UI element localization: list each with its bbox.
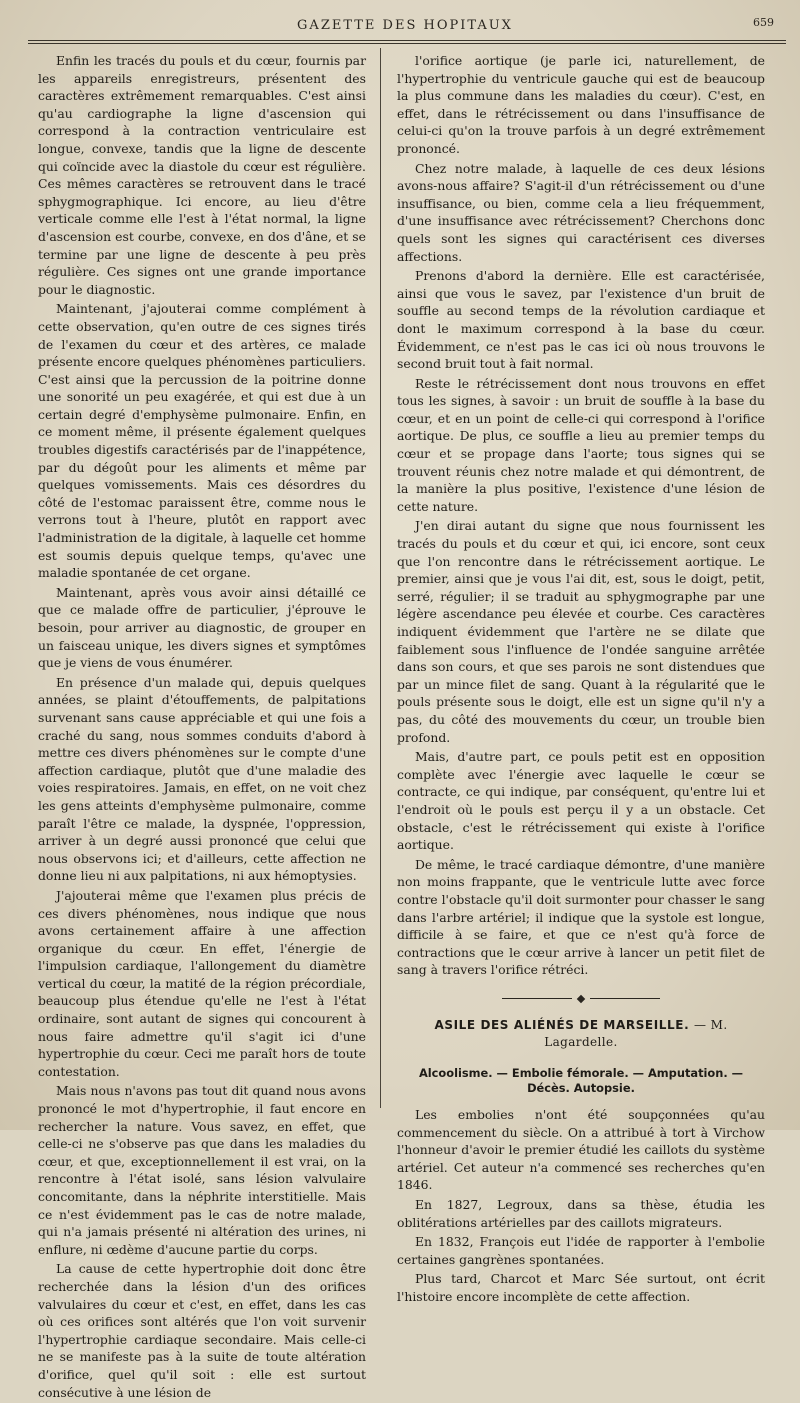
section-author: — M. Lagardelle.: [544, 1017, 728, 1050]
paragraph: Prenons d'abord la dernière. Elle est caractérisée, ainsi que vous le savez, par l'existence d'un bruit de souffle au second temps de la révolution cardiaque et dont le maximum correspond à la base du cœur. Évidemment, ce n'est pas le cas ici où nous trouvons le second bruit tout à fait normal.: [397, 268, 765, 372]
paragraph: La cause de cette hypertrophie doit donc être recherchée dans la lésion d'un des orifices valvulaires du cœur et c'est, en effet, dans les cas où ces orifices sont altérés que l'on voit survenir l'hypertrophie cardiaque secondaire. Mais celle-ci ne se manifeste pas à la suite de toute altération d'orifice, quel qu'il soit : elle est surtout consécutive à une lésion de: [38, 1261, 366, 1400]
paragraph: En 1832, François eut l'idée de rapporter à l'embolie certaines gangrènes spontanées.: [397, 1234, 765, 1267]
paragraph: l'orifice aortique (je parle ici, naturellement, de l'hypertrophie du ventricule gauche qui est de beaucoup la plus commune dans les maladies du cœur). C'est, en effet, dans le rétrécissement ou dans l'insuffisance de celui-ci qu'on la trouve parfois à un degré extrêmement prononcé.: [397, 53, 765, 156]
section-heading: [397, 1017, 765, 1052]
separator-line: [502, 998, 572, 999]
header-rule: [28, 40, 786, 44]
page-number: 659: [753, 16, 774, 29]
paragraph: J'en dirai autant du signe que nous fournissent les tracés du pouls et du cœur et qui, ici encore, sont ceux que l'on rencontre dans le rétrécissement aortique. Le premier, ainsi que je vous l'ai dit, est, sous le doigt, petit, serré, régulier; il se traduit au sphygmographe par une légère ascendance peu élevée et courbe. Ces caractères indiquent évidemment que l'artère ne se dilate que faiblement sous l'influence de l'ondée sanguine arrêtée dans son cours, et que ses parois ne sont distendues que par un mince filet de sang. Quant à la régularité que le pouls présente sous le doigt, elle est un signe qu'il n'y a pas, du côté des mouvements du cœur, un trouble bien profond.: [397, 518, 765, 745]
separator-line: [590, 998, 660, 999]
paragraph: Plus tard, Charcot et Marc Sée surtout, ont écrit l'histoire encore incomplète de cette affection.: [397, 1271, 765, 1304]
paragraph: Mais, d'autre part, ce pouls petit est en opposition complète avec l'énergie avec laquelle le cœur se contracte, ce qui indique, par conséquent, qu'entre lui et l'endroit où le pouls est perçu il y a un obstacle. Cet obstacle, c'est le rétrécissement qui existe à l'orifice aortique.: [397, 749, 765, 853]
paragraph: Maintenant, après vous avoir ainsi détaillé ce que ce malade offre de particulier, j'éprouve le besoin, pour arriver au diagnostic, de grouper en un faisceau unique, les divers signes et symptômes que je viens de vous énumérer.: [38, 584, 366, 671]
paragraph: De même, le tracé cardiaque démontre, d'une manière non moins frappante, que le ventricule lutte avec force contre l'obstacle qu'il doit surmonter pour chasser le sang dans l'arbre artériel; il indique que la systole est longue, difficile à se faire, et que ce n'est qu'à force de contractions que le cœur arrive à lancer un petit filet de sang à travers l'orifice rétréci.: [397, 856, 765, 978]
running-title: GAZETTE DES HOPITAUX: [297, 18, 513, 33]
right-column: [397, 52, 765, 1308]
paragraph: Chez notre malade, à laquelle de ces deux lésions avons-nous affaire? S'agit-il d'un rétrécissement ou d'une insuffisance, ou bien, comme cela a lieu fréquemment, d'une insuffisance avec rétrécissement? Cherchons donc quels sont les signes qui caractérisent ces diverses affections.: [397, 160, 765, 264]
column-divider: [380, 48, 381, 1108]
section-separator: [397, 985, 765, 1013]
left-column: [38, 52, 366, 1403]
paragraph: Maintenant, j'ajouterai comme complément à cette observation, qu'en outre de ces signes tirés de l'examen du cœur et des artères, ce malade présente encore quelques phénomènes particuliers. C'est ainsi que la percussion de la poitrine donne une sonorité un peu exagérée, et qui est due à un certain degré d'emphysème pulmonaire. Enfin, en ce moment même, il présente également quelques troubles digestifs caractérisés par de l'inappétence, par du dégoût pour les aliments et même par quelques vomissements. Mais ces désordres du côté de l'estomac paraissent être, comme nous le verrons tout à l'heure, plutôt en rapport avec l'administration de la digitale, à laquelle cet homme est soumis depuis quelque temps, qu'avec une maladie spontanée de cet organe.: [38, 301, 366, 581]
paragraph: En présence d'un malade qui, depuis quelques années, se plaint d'étouffements, de palpitations survenant sans cause appréciable et qui une fois a craché du sang, nous sommes conduits d'abord à mettre ces divers phénomènes sur le compte d'une affection cardiaque, plutôt que d'une maladie des voies respiratoires. Jamais, en effet, on ne voit chez les gens atteints d'emphysème pulmonaire, comme paraît l'être ce malade, la dyspnée, l'oppression, arriver à un degré aussi prononcé que celui que nous observons ici; et d'ailleurs, cette affection ne donne lieu ni aux palpitations, ni aux hémoptysies.: [38, 674, 366, 884]
page-header: [30, 14, 780, 38]
paragraph: Enfin les tracés du pouls et du cœur, fournis par les appareils enregistreurs, présentent des caractères extrêmement remarquables. C'est ainsi qu'au cardiographe la ligne d'ascension qui correspond à la contraction ventriculaire est longue, convexe, tandis que la ligne de descente qui coïncide avec la diastole du cœur est régulière. Ces mêmes caractères se retrouvent dans le tracé sphygmographique. Ici encore, au lieu d'être verticale comme elle l'est à l'état normal, la ligne d'ascension est courbe, convexe, en dos d'âne, et se termine par une ligne de descente à peu près régulière. Ces signes ont une grande importance pour le diagnostic.: [38, 53, 366, 297]
paragraph: Reste le rétrécissement dont nous trouvons en effet tous les signes, à savoir : un bruit de souffle à la base du cœur, et en un point de celle-ci qui correspond à l'orifice aortique. De plus, ce souffle a lieu au premier temps du cœur et se propage dans l'aorte; tous signes qui se trouvent réunis chez notre malade et qui démontrent, de la manière la plus positive, l'existence d'une lésion de cette nature.: [397, 375, 765, 514]
section-title: ASILE DES ALIÉNÉS DE MARSEILLE.: [434, 1017, 690, 1032]
separator-ornament: [577, 995, 585, 1003]
paragraph: Les embolies n'ont été soupçonnées qu'au commencement du siècle. On a attribué à tort à Virchow l'honneur d'avoir le premier étudié les caillots du système artériel. Cet auteur n'a commencé ses recherches qu'en 1846.: [397, 1107, 765, 1193]
paragraph: J'ajouterai même que l'examen plus précis de ces divers phénomènes, nous indique que nous avons certainement affaire à une affection organique du cœur. En effet, l'énergie de l'impulsion cardiaque, l'allongement du diamètre vertical du cœur, la matité de la région précordiale, beaucoup plus étendue qu'elle ne l'est à l'état ordinaire, sont autant de signes qui concourent à nous faire admettre qu'il s'agit ici d'une hypertrophie du cœur. Ceci me paraît hors de toute contestation.: [38, 887, 366, 1079]
paragraph: En 1827, Legroux, dans sa thèse, étudia les oblitérations artérielles par des caillots migrateurs.: [397, 1197, 765, 1230]
paragraph: Mais nous n'avons pas tout dit quand nous avons prononcé le mot d'hypertrophie, il faut encore en rechercher la nature. Vous savez, en effet, que celle-ci ne s'observe pas que dans les maladies du cœur, et que, exceptionnellement il est vrai, on la rencontre à l'état isolé, sans lésion valvulaire concomitante, dans la néphrite interstitielle. Mais ce n'est évidemment pas le cas de notre malade, qui n'a jamais présenté ni altération des urines, ni enflure, ni œdème d'aucune partie du corps.: [38, 1083, 366, 1257]
case-title: Alcoolisme. — Embolie fémorale. — Amputation. — Décès. Autopsie.: [418, 1066, 744, 1096]
